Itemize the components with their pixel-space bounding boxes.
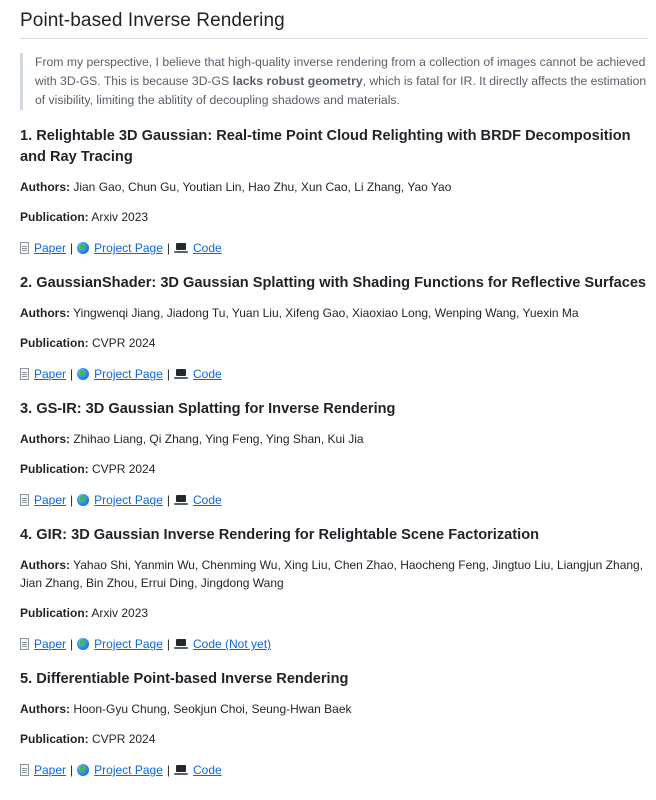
publication-value: CVPR 2024 [92, 462, 156, 476]
paper-entry-2 [20, 273, 648, 383]
authors-label: Authors: [20, 558, 70, 572]
link-separator: | [166, 493, 170, 507]
publication-label: Publication: [20, 336, 89, 350]
paper-link[interactable]: Paper [34, 763, 67, 777]
paper-icon [20, 764, 29, 776]
paper-link[interactable]: Paper [34, 493, 67, 507]
authors-value: Yingwenqi Jiang, Jiadong Tu, Yuan Liu, Xifeng Gao, Xiaoxiao Long, Wenping Wang, Yuexin Ma [73, 306, 579, 320]
link-separator: | [70, 637, 74, 651]
paper-link[interactable]: Paper [34, 367, 67, 381]
links-line [20, 239, 648, 257]
link-separator: | [166, 367, 170, 381]
laptop-icon [174, 369, 188, 380]
authors-label: Authors: [20, 432, 70, 446]
link-separator: | [166, 637, 170, 651]
paper-link[interactable]: Paper [34, 637, 67, 651]
link-separator: | [166, 763, 170, 777]
authors-value: Yahao Shi, Yanmin Wu, Chenming Wu, Xing Liu, Chen Zhao, Haocheng Feng, Jingtuo Liu, Liangjun Zhang, Jian Zhang, Bin Zhou, Errui Ding, Jingdong Wang [20, 558, 644, 590]
link-separator: | [70, 763, 74, 777]
authors-line [20, 430, 648, 448]
publication-label: Publication: [20, 210, 89, 224]
section-title: Point-based Inverse Rendering [20, 10, 648, 39]
paper-entry-1 [20, 126, 648, 257]
paper-title: 5. Differentiable Point-based Inverse Rendering [20, 671, 349, 687]
publication-line [20, 730, 648, 748]
link-separator: | [166, 241, 170, 255]
authors-line [20, 304, 648, 322]
paper-title: 4. GIR: 3D Gaussian Inverse Rendering for Relightable Scene Factorization [20, 527, 540, 543]
paper-title: 1. Relightable 3D Gaussian: Real-time Point Cloud Relighting with BRDF Decomposition and Ray Tracing [20, 128, 631, 165]
laptop-icon [174, 243, 188, 254]
project-page-link[interactable]: Project Page [94, 493, 163, 507]
code-link[interactable]: Code [193, 241, 222, 255]
paper-icon [20, 494, 29, 506]
authors-label: Authors: [20, 180, 70, 194]
globe-icon [77, 494, 89, 506]
links-line [20, 491, 648, 509]
links-line [20, 761, 648, 779]
globe-icon [77, 764, 89, 776]
authors-line [20, 178, 648, 196]
project-page-link[interactable]: Project Page [94, 637, 163, 651]
publication-label: Publication: [20, 732, 89, 746]
paper-title: 2. GaussianShader: 3D Gaussian Splatting with Shading Functions for Reflective Surfaces [20, 275, 647, 291]
globe-icon [77, 638, 89, 650]
publication-line [20, 334, 648, 352]
laptop-icon [174, 495, 188, 506]
paper-entry-5 [20, 669, 648, 779]
opinion-blockquote [20, 53, 648, 110]
links-line [20, 635, 648, 653]
note-text-start: From my perspective, I believe that high-quality inverse rendering from a collection of images cannot be achieved with 3D-GS. This is because 3D-GS [35, 55, 646, 88]
publication-line [20, 208, 648, 226]
code-link[interactable]: Code (Not yet) [193, 637, 272, 651]
authors-line [20, 556, 648, 592]
note-text-end: , which is fatal for IR. It directly affects the estimation of visibility, limiting the ablitity of decoupling shadows and materials. [35, 74, 647, 107]
link-separator: | [70, 493, 74, 507]
paper-entry-4 [20, 525, 648, 653]
code-link[interactable]: Code [193, 367, 222, 381]
publication-line [20, 460, 648, 478]
project-page-link[interactable]: Project Page [94, 241, 163, 255]
paper-icon [20, 368, 29, 380]
paper-link[interactable]: Paper [34, 241, 67, 255]
paper-icon [20, 638, 29, 650]
code-link[interactable]: Code [193, 493, 222, 507]
link-separator: | [70, 241, 74, 255]
publication-value: CVPR 2024 [92, 336, 156, 350]
publication-value: CVPR 2024 [92, 732, 156, 746]
authors-value: Hoon-Gyu Chung, Seokjun Choi, Seung-Hwan Baek [73, 702, 352, 716]
laptop-icon [174, 765, 188, 776]
paper-title: 3. GS-IR: 3D Gaussian Splatting for Inverse Rendering [20, 401, 396, 417]
publication-label: Publication: [20, 606, 89, 620]
project-page-link[interactable]: Project Page [94, 367, 163, 381]
authors-line [20, 700, 648, 718]
publication-value: Arxiv 2023 [91, 606, 149, 620]
authors-label: Authors: [20, 306, 70, 320]
publication-label: Publication: [20, 462, 89, 476]
laptop-icon [174, 639, 188, 650]
code-link[interactable]: Code [193, 763, 222, 777]
paper-icon [20, 242, 29, 254]
paper-entry-3 [20, 399, 648, 509]
authors-value: Jian Gao, Chun Gu, Youtian Lin, Hao Zhu, Xun Cao, Li Zhang, Yao Yao [73, 180, 452, 194]
note-bold-text: lacks robust geometry [232, 74, 363, 88]
links-line [20, 365, 648, 383]
publication-value: Arxiv 2023 [91, 210, 149, 224]
authors-label: Authors: [20, 702, 70, 716]
publication-line [20, 604, 648, 622]
globe-icon [77, 368, 89, 380]
globe-icon [77, 242, 89, 254]
project-page-link[interactable]: Project Page [94, 763, 163, 777]
authors-value: Zhihao Liang, Qi Zhang, Ying Feng, Ying Shan, Kui Jia [73, 432, 364, 446]
link-separator: | [70, 367, 74, 381]
